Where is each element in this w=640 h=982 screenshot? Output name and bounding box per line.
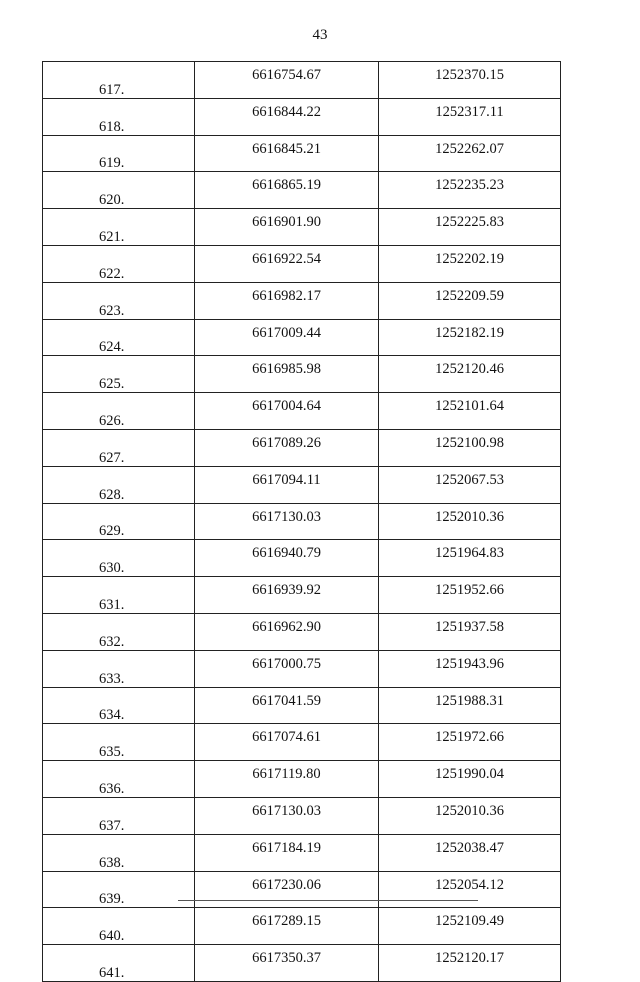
table-row bbox=[43, 356, 561, 393]
x-coordinate-cell: 6617289.15 bbox=[195, 908, 379, 945]
point-number-cell: 631. bbox=[43, 577, 195, 614]
point-number-cell: 626. bbox=[43, 393, 195, 430]
x-coordinate-cell: 6617009.44 bbox=[195, 319, 379, 356]
y-coordinate-cell: 1252120.46 bbox=[379, 356, 561, 393]
table-row bbox=[43, 135, 561, 172]
y-coordinate-cell: 1251952.66 bbox=[379, 577, 561, 614]
point-number-cell: 636. bbox=[43, 761, 195, 798]
y-coordinate-cell: 1252067.53 bbox=[379, 466, 561, 503]
x-coordinate-cell: 6616865.19 bbox=[195, 172, 379, 209]
table-row bbox=[43, 62, 561, 99]
table-row bbox=[43, 282, 561, 319]
point-number-cell: 624. bbox=[43, 319, 195, 356]
x-coordinate-cell: 6617230.06 bbox=[195, 871, 379, 908]
x-coordinate-cell: 6617130.03 bbox=[195, 503, 379, 540]
y-coordinate-cell: 1251937.58 bbox=[379, 613, 561, 650]
point-number-cell: 627. bbox=[43, 429, 195, 466]
table-row bbox=[43, 945, 561, 982]
x-coordinate-cell: 6617130.03 bbox=[195, 797, 379, 834]
table-row bbox=[43, 209, 561, 246]
y-coordinate-cell: 1252054.12 bbox=[379, 871, 561, 908]
table-row bbox=[43, 245, 561, 282]
x-coordinate-cell: 6617350.37 bbox=[195, 945, 379, 982]
x-coordinate-cell: 6617094.11 bbox=[195, 466, 379, 503]
y-coordinate-cell: 1251990.04 bbox=[379, 761, 561, 798]
x-coordinate-cell: 6616982.17 bbox=[195, 282, 379, 319]
y-coordinate-cell: 1252235.23 bbox=[379, 172, 561, 209]
y-coordinate-cell: 1252120.17 bbox=[379, 945, 561, 982]
x-coordinate-cell: 6616845.21 bbox=[195, 135, 379, 172]
x-coordinate-cell: 6616922.54 bbox=[195, 245, 379, 282]
y-coordinate-cell: 1252202.19 bbox=[379, 245, 561, 282]
table-row bbox=[43, 577, 561, 614]
y-coordinate-cell: 1251964.83 bbox=[379, 540, 561, 577]
point-number-cell: 617. bbox=[43, 62, 195, 99]
point-number-cell: 629. bbox=[43, 503, 195, 540]
point-number-cell: 618. bbox=[43, 98, 195, 135]
x-coordinate-cell: 6616901.90 bbox=[195, 209, 379, 246]
x-coordinate-cell: 6616940.79 bbox=[195, 540, 379, 577]
table-row bbox=[43, 503, 561, 540]
point-number-cell: 622. bbox=[43, 245, 195, 282]
x-coordinate-cell: 6617041.59 bbox=[195, 687, 379, 724]
point-number-cell: 637. bbox=[43, 797, 195, 834]
x-coordinate-cell: 6616962.90 bbox=[195, 613, 379, 650]
point-number-cell: 635. bbox=[43, 724, 195, 761]
y-coordinate-cell: 1252317.11 bbox=[379, 98, 561, 135]
x-coordinate-cell: 6617074.61 bbox=[195, 724, 379, 761]
y-coordinate-cell: 1252225.83 bbox=[379, 209, 561, 246]
y-coordinate-cell: 1252038.47 bbox=[379, 834, 561, 871]
point-number-cell: 625. bbox=[43, 356, 195, 393]
y-coordinate-cell: 1251943.96 bbox=[379, 650, 561, 687]
table-row bbox=[43, 393, 561, 430]
y-coordinate-cell: 1252209.59 bbox=[379, 282, 561, 319]
x-coordinate-cell: 6617000.75 bbox=[195, 650, 379, 687]
y-coordinate-cell: 1252010.36 bbox=[379, 503, 561, 540]
point-number-cell: 632. bbox=[43, 613, 195, 650]
y-coordinate-cell: 1252101.64 bbox=[379, 393, 561, 430]
table-row bbox=[43, 172, 561, 209]
x-coordinate-cell: 6616985.98 bbox=[195, 356, 379, 393]
x-coordinate-cell: 6616844.22 bbox=[195, 98, 379, 135]
point-number-cell: 623. bbox=[43, 282, 195, 319]
table-row bbox=[43, 429, 561, 466]
table-row bbox=[43, 871, 561, 908]
y-coordinate-cell: 1252109.49 bbox=[379, 908, 561, 945]
table-row bbox=[43, 908, 561, 945]
point-number-cell: 628. bbox=[43, 466, 195, 503]
x-coordinate-cell: 6617089.26 bbox=[195, 429, 379, 466]
table-row bbox=[43, 687, 561, 724]
x-coordinate-cell: 6616754.67 bbox=[195, 62, 379, 99]
point-number-cell: 639. bbox=[43, 871, 195, 908]
point-number-cell: 634. bbox=[43, 687, 195, 724]
x-coordinate-cell: 6616939.92 bbox=[195, 577, 379, 614]
table-row bbox=[43, 724, 561, 761]
point-number-cell: 633. bbox=[43, 650, 195, 687]
y-coordinate-cell: 1251972.66 bbox=[379, 724, 561, 761]
point-number-cell: 620. bbox=[43, 172, 195, 209]
table-row bbox=[43, 834, 561, 871]
x-coordinate-cell: 6617184.19 bbox=[195, 834, 379, 871]
table-row bbox=[43, 613, 561, 650]
y-coordinate-cell: 1252100.98 bbox=[379, 429, 561, 466]
point-number-cell: 640. bbox=[43, 908, 195, 945]
table-row bbox=[43, 466, 561, 503]
x-coordinate-cell: 6617119.80 bbox=[195, 761, 379, 798]
x-coordinate-cell: 6617004.64 bbox=[195, 393, 379, 430]
point-number-cell: 630. bbox=[43, 540, 195, 577]
coordinates-table bbox=[42, 61, 561, 982]
point-number-cell: 638. bbox=[43, 834, 195, 871]
bottom-rule bbox=[178, 900, 478, 901]
table-row bbox=[43, 540, 561, 577]
point-number-cell: 641. bbox=[43, 945, 195, 982]
y-coordinate-cell: 1252010.36 bbox=[379, 797, 561, 834]
table-row bbox=[43, 319, 561, 356]
y-coordinate-cell: 1251988.31 bbox=[379, 687, 561, 724]
page-number: 43 bbox=[312, 27, 328, 43]
table-row bbox=[43, 797, 561, 834]
coordinates-table-body bbox=[43, 62, 561, 982]
point-number-cell: 619. bbox=[43, 135, 195, 172]
y-coordinate-cell: 1252262.07 bbox=[379, 135, 561, 172]
table-row bbox=[43, 761, 561, 798]
y-coordinate-cell: 1252370.15 bbox=[379, 62, 561, 99]
table-row bbox=[43, 650, 561, 687]
y-coordinate-cell: 1252182.19 bbox=[379, 319, 561, 356]
table-row bbox=[43, 98, 561, 135]
point-number-cell: 621. bbox=[43, 209, 195, 246]
